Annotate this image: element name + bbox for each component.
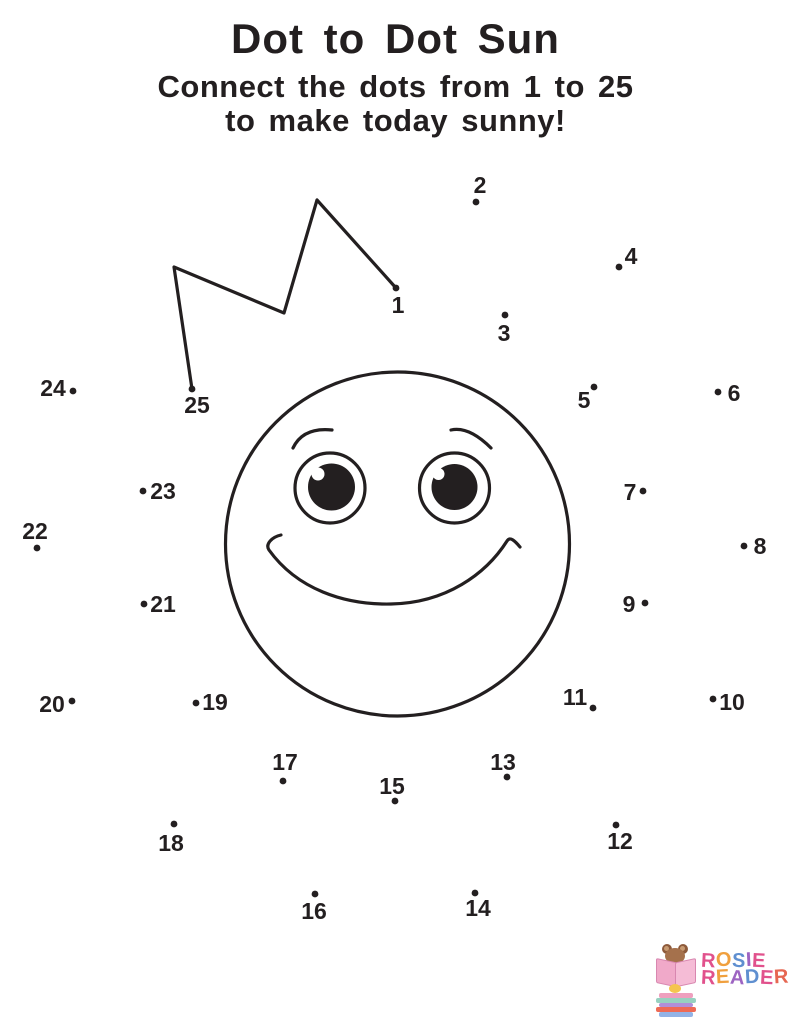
puzzle-dot-number-23: 23 [150,478,176,504]
puzzle-dot-23 [140,488,147,495]
puzzle-dot-2 [473,199,480,206]
logo-letter: D [744,965,761,989]
logo-text [700,948,789,1020]
puzzle-dot-number-4: 4 [624,243,638,269]
page-title: Dot to Dot Sun [231,15,560,62]
puzzle-dot-number-22: 22 [22,518,48,544]
stacked-book [659,1012,693,1017]
puzzle-dot-number-8: 8 [753,533,767,559]
puzzle-dot-number-10: 10 [719,689,745,715]
puzzle-dot-3 [502,312,509,319]
logo-letter: R [700,966,717,990]
puzzle-dot-21 [141,601,148,608]
puzzle-dot-number-18: 18 [158,830,184,856]
puzzle-dot-number-15: 15 [379,773,405,799]
logo-letter: S [731,949,747,973]
puzzle-dot-10 [710,696,717,703]
predrawn-line-1-to-25 [174,200,396,389]
book-stack-icon [655,993,697,1017]
puzzle-dot-9 [642,600,649,607]
stacked-book [656,998,696,1003]
puzzle-dot-number-14: 14 [465,895,491,921]
puzzle-dot-number-16: 16 [301,898,327,924]
logo-letter: O [715,948,733,972]
left-pupil-highlight [312,468,325,481]
puzzle-dot-number-3: 3 [497,320,511,346]
puzzle-dot-number-1: 1 [391,292,405,318]
logo-letter: R [772,965,789,989]
puzzle-dot-8 [741,543,748,550]
puzzle-dot-number-5: 5 [577,387,591,413]
bow-icon [669,984,681,993]
puzzle-dot-number-11: 11 [562,684,588,710]
instructions-line-2: to make today sunny! [225,103,566,138]
puzzle-dot-number-9: 9 [622,591,636,617]
puzzle-dot-6 [715,389,722,396]
puzzle-dot-20 [69,698,76,705]
puzzle-dot-16 [312,891,319,898]
logo-letter: E [759,966,775,990]
puzzle-dot-number-19: 19 [202,689,228,715]
puzzle-dot-11 [590,705,597,712]
puzzle-dot-22 [34,545,41,552]
rosie-reader-logo [654,940,789,1020]
puzzle-dot-number-12: 12 [607,828,633,854]
puzzle-dot-number-13: 13 [490,749,516,775]
predrawn-line-group [174,200,396,389]
logo-text-reader [700,965,789,990]
instructions-line-1: Connect the dots from 1 to 25 [157,69,634,104]
logo-letter: A [729,966,746,990]
mascot-bear-icon [654,940,698,1018]
logo-letter: I [745,948,753,972]
puzzle-dot-1 [393,285,400,292]
puzzle-dot-5 [591,384,598,391]
puzzle-dot-number-6: 6 [727,380,741,406]
puzzle-dot-7 [640,488,647,495]
puzzle-dot-19 [193,700,200,707]
puzzle-dot-number-17: 17 [272,749,298,775]
logo-letter: E [751,949,767,973]
sun-face-icon [226,372,570,716]
puzzle-dot-number-24: 24 [40,375,66,401]
puzzle-dot-18 [171,821,178,828]
right-pupil-highlight [433,468,445,480]
puzzle-dot-number-2: 2 [473,172,487,198]
puzzle-dot-number-7: 7 [623,479,637,505]
puzzle-dot-number-21: 21 [150,591,176,617]
puzzle-dot-number-20: 20 [39,691,65,717]
puzzle-dot-17 [280,778,287,785]
logo-letter: E [715,965,731,989]
puzzle-dot-4 [616,264,623,271]
puzzle-dot-number-25: 25 [184,392,210,418]
puzzle-dot-24 [70,388,77,395]
logo-letter: R [700,949,717,973]
